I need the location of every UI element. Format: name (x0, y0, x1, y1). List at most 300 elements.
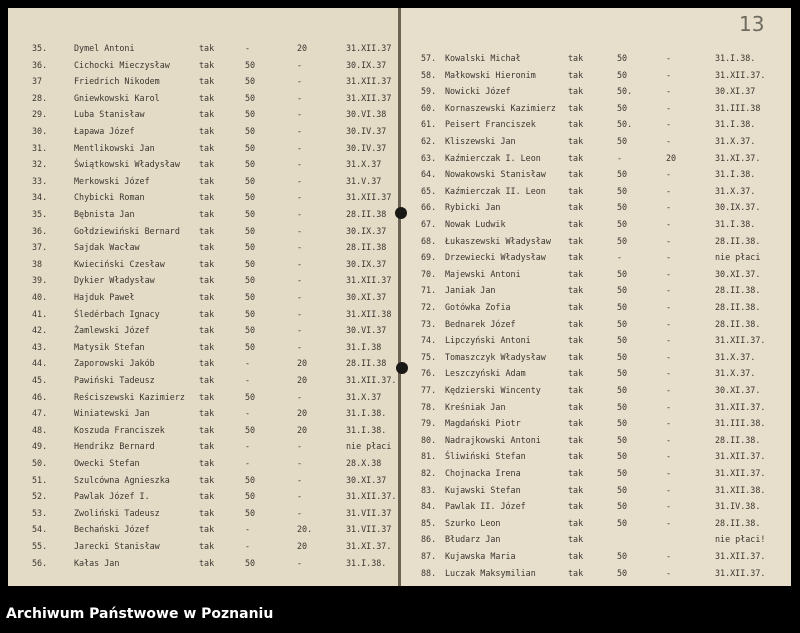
member-name: Sajdak Wacław (74, 242, 140, 253)
amount-50: 50 (245, 109, 256, 120)
archive-label: Archiwum Państwowe w Poznaniu (6, 606, 274, 622)
paid-until-date: 30.IV.37 (346, 142, 387, 153)
entry-number: 31. (32, 142, 48, 153)
member-name: Luba Stanisław (74, 109, 145, 120)
paid-until-date: 31.III.38 (715, 102, 761, 113)
amount-20: - (297, 209, 303, 219)
paid-until-date: 31.XII.38. (715, 484, 766, 495)
amount-50: 50 (245, 159, 256, 170)
amount-50: 50 (617, 202, 628, 213)
amount-50: 50 (617, 468, 628, 478)
paid-until-date: 31.XII.37 (346, 43, 392, 53)
amount-20: - (297, 59, 303, 70)
amount-50: 50 (617, 169, 628, 180)
amount-20: 20 (666, 152, 677, 163)
entry-number: 29. (32, 109, 48, 120)
paid-until-date: 30.VI.37 (346, 325, 387, 336)
paid-until-date: 28.II.38. (715, 434, 761, 445)
status-tak: tak (199, 474, 215, 485)
status-tak: tak (568, 185, 584, 196)
status-tak: tak (568, 434, 584, 445)
amount-50: - (245, 541, 251, 551)
status-tak: tak (568, 102, 584, 113)
member-name: Łapawa Józef (74, 126, 135, 136)
paid-until-date: 30.IX.37. (715, 202, 761, 213)
amount-20: 20 (297, 358, 308, 369)
status-tak: tak (199, 391, 215, 402)
status-tak: tak (568, 418, 584, 429)
amount-50: 50 (245, 92, 256, 103)
amount-20: - (297, 458, 303, 468)
entry-number: 58. (421, 69, 437, 80)
member-name: Peisert Franciszek (445, 119, 536, 130)
member-name: Pawiński Tadeusz (74, 375, 155, 385)
binding-hole-icon (395, 207, 407, 219)
paid-until-date: 31.VII.37 (346, 507, 392, 518)
status-tak: tak (199, 76, 215, 87)
status-tak: tak (568, 285, 584, 296)
paid-until-date: 28.II.38. (715, 517, 761, 528)
member-name: Bechański Józef (74, 524, 150, 535)
entry-number: 34. (32, 192, 48, 203)
member-name: Bednarek Józef (445, 318, 516, 329)
entry-number: 28. (32, 92, 48, 103)
entry-number: 85. (421, 517, 437, 528)
amount-20: - (297, 341, 303, 352)
amount-50: 50 (245, 59, 256, 70)
member-name: Reściszewski Kazimierz (74, 391, 185, 402)
entry-number: 76. (421, 368, 437, 379)
amount-50: 50 (617, 268, 628, 279)
status-tak: tak (199, 258, 215, 269)
ledger-page-right (401, 8, 791, 586)
amount-20: - (666, 551, 672, 561)
status-tak: tak (199, 242, 215, 253)
amount-50: - (245, 375, 251, 385)
amount-50: 50 (617, 302, 628, 312)
amount-20: - (666, 53, 672, 63)
amount-50: 50. (617, 119, 633, 130)
member-name: Kaźmierczak II. Leon (445, 185, 546, 196)
amount-20: 20 (297, 43, 308, 53)
status-tak: tak (568, 219, 584, 229)
amount-20: 20 (297, 408, 308, 419)
member-name: Leszczyński Adam (445, 368, 526, 379)
amount-50: 50 (245, 258, 256, 269)
entry-number: 56. (32, 557, 48, 568)
member-name: Kreśniak Jan (445, 401, 506, 412)
entry-number: 82. (421, 468, 437, 478)
status-tak: tak (199, 159, 215, 170)
status-tak: tak (568, 136, 584, 146)
amount-20: - (666, 285, 672, 296)
entry-number: 35. (32, 43, 48, 53)
paid-until-date: 30.VI.38 (346, 109, 387, 120)
paid-until-date: 30.IX.37 (346, 225, 387, 236)
member-name: Nadrajkowski Antoni (445, 434, 541, 445)
amount-20: - (666, 268, 672, 279)
entry-number: 54. (32, 524, 48, 535)
amount-50: 50 (245, 292, 256, 302)
status-tak: tak (568, 169, 584, 180)
status-tak: tak (199, 375, 215, 385)
paid-until-date: 28.II.38. (715, 285, 761, 296)
amount-50: 50 (617, 318, 628, 329)
entry-number: 36. (32, 225, 48, 236)
member-name: Kornaszewski Kazimierz (445, 102, 556, 113)
status-tak: tak (199, 209, 215, 219)
paid-until-date: 31.XII.37. (715, 567, 766, 578)
paid-until-date: 28.II.38 (346, 358, 387, 369)
entry-number: 84. (421, 501, 437, 512)
amount-50: 50 (617, 335, 628, 346)
amount-50: 50 (245, 424, 256, 435)
amount-50: 50 (245, 175, 256, 186)
status-tak: tak (199, 524, 215, 535)
entry-number: 38 (32, 258, 43, 269)
member-name: Kałas Jan (74, 557, 120, 568)
status-tak: tak (199, 292, 215, 302)
entry-number: 50. (32, 458, 48, 468)
amount-20: - (297, 391, 303, 402)
amount-20: - (666, 451, 672, 462)
paid-until-date: 31.I.38 (346, 341, 382, 352)
amount-20: - (666, 418, 672, 429)
entry-number: 75. (421, 351, 437, 362)
member-name: Zwoliński Tadeusz (74, 507, 160, 518)
amount-20: - (297, 275, 303, 286)
entry-number: 72. (421, 302, 437, 312)
amount-20: 20 (297, 541, 308, 551)
entry-number: 45. (32, 375, 48, 385)
amount-50: 50 (245, 126, 256, 136)
entry-number: 78. (421, 401, 437, 412)
paid-until-date: 31.I.38. (346, 557, 387, 568)
paid-until-date: 31.XII.37 (346, 275, 392, 286)
member-name: Jarecki Stanisław (74, 541, 160, 551)
status-tak: tak (568, 302, 584, 312)
status-tak: tak (199, 458, 215, 468)
entry-number: 63. (421, 152, 437, 163)
status-tak: tak (568, 551, 584, 561)
paid-until-date: 31.X.37. (715, 136, 756, 146)
amount-50: 50 (617, 102, 628, 113)
member-name: Gołdziewiński Bernard (74, 225, 180, 236)
entry-number: 30. (32, 126, 48, 136)
paid-until-date: 30.XI.37. (715, 385, 761, 395)
status-tak: tak (199, 308, 215, 319)
amount-50: 50 (617, 434, 628, 445)
status-tak: tak (568, 385, 584, 395)
amount-20: - (666, 517, 672, 528)
paid-until-date: 31.X.37 (346, 391, 382, 402)
page-number: 13 (739, 12, 765, 36)
entry-number: 33. (32, 175, 48, 186)
amount-20: - (297, 159, 303, 170)
entry-number: 62. (421, 136, 437, 146)
paid-until-date: 31.XII.37. (715, 401, 766, 412)
amount-20: - (297, 474, 303, 485)
status-tak: tak (568, 202, 584, 213)
amount-50: - (617, 152, 623, 163)
member-name: Szurko Leon (445, 517, 501, 528)
amount-50: 50 (245, 209, 256, 219)
member-name: Zaporowski Jakób (74, 358, 155, 369)
member-name: Szulcówna Agnieszka (74, 474, 170, 485)
paid-until-date: 30.IV.37 (346, 126, 387, 136)
member-name: Kujawska Maria (445, 551, 516, 561)
paid-until-date: 31.VII.37 (346, 524, 392, 535)
entry-number: 43. (32, 341, 48, 352)
amount-50: 50 (245, 76, 256, 87)
paid-until-date: 31.XII.37. (715, 468, 766, 478)
amount-20: - (297, 109, 303, 120)
entry-number: 37 (32, 76, 43, 87)
amount-50: 50 (245, 491, 256, 502)
member-name: Magdański Piotr (445, 418, 521, 429)
paid-until-date: 28.X.38 (346, 458, 382, 468)
status-tak: tak (568, 53, 584, 63)
status-tak: tak (199, 557, 215, 568)
paid-until-date: 31.XII.37. (346, 375, 397, 385)
amount-50: - (245, 441, 251, 452)
amount-50: 50 (245, 341, 256, 352)
paid-until-date: nie płaci (346, 441, 392, 452)
status-tak: tak (199, 142, 215, 153)
member-name: Śledérbach Ignacy (74, 308, 160, 319)
paid-until-date: 31.IV.38. (715, 501, 761, 512)
paid-until-date: 31.X.37. (715, 185, 756, 196)
paid-until-date: nie płaci (715, 252, 761, 263)
member-name: Dykier Władysław (74, 275, 155, 286)
amount-20: - (297, 557, 303, 568)
status-tak: tak (199, 225, 215, 236)
amount-50: 50 (617, 285, 628, 296)
binding-hole-icon (396, 362, 408, 374)
status-tak: tak (568, 468, 584, 478)
paid-until-date: 31.XII.37 (346, 192, 392, 203)
paid-until-date: 30.XI.37 (346, 474, 387, 485)
entry-number: 60. (421, 102, 437, 113)
member-name: Małkowski Hieronim (445, 69, 536, 80)
entry-number: 57. (421, 53, 437, 63)
entry-number: 37. (32, 242, 48, 253)
amount-20: - (666, 119, 672, 130)
amount-20: - (297, 192, 303, 203)
member-name: Janiak Jan (445, 285, 496, 296)
amount-50: - (245, 408, 251, 419)
amount-20: - (666, 567, 672, 578)
entry-number: 51. (32, 474, 48, 485)
amount-50: - (245, 458, 251, 468)
entry-number: 71. (421, 285, 437, 296)
entry-number: 77. (421, 385, 437, 395)
entry-number: 42. (32, 325, 48, 336)
amount-20: - (666, 252, 672, 263)
status-tak: tak (199, 541, 215, 551)
status-tak: tak (199, 92, 215, 103)
entry-number: 67. (421, 219, 437, 229)
entry-number: 73. (421, 318, 437, 329)
member-name: Tomaszczyk Władysław (445, 351, 546, 362)
member-name: Nowakowski Stanisław (445, 169, 546, 180)
paid-until-date: 31.X.37 (346, 159, 382, 170)
amount-50: 50 (617, 351, 628, 362)
status-tak: tak (568, 268, 584, 279)
paid-until-date: nie płaci! (715, 534, 766, 545)
paid-until-date: 31.XII.37 (346, 92, 392, 103)
member-name: Żamlewski Józef (74, 325, 150, 336)
entry-number: 81. (421, 451, 437, 462)
amount-20: - (666, 368, 672, 379)
member-name: Drzewiecki Władysław (445, 252, 546, 263)
amount-50: 50 (617, 501, 628, 512)
member-name: Kwieciński Czesław (74, 258, 165, 269)
entry-number: 66. (421, 202, 437, 213)
member-name: Pawlak II. Józef (445, 501, 526, 512)
paid-until-date: 31.XII.37 (346, 76, 392, 87)
amount-50: 50 (617, 235, 628, 246)
entry-number: 36. (32, 59, 48, 70)
status-tak: tak (568, 252, 584, 263)
amount-50: 50 (617, 484, 628, 495)
status-tak: tak (568, 351, 584, 362)
amount-50: - (245, 358, 251, 369)
status-tak: tak (568, 69, 584, 80)
paid-until-date: 30.XI.37 (715, 86, 756, 97)
amount-50: 50 (617, 418, 628, 429)
amount-50: 50 (617, 451, 628, 462)
member-name: Mentlikowski Jan (74, 142, 155, 153)
member-name: Nowicki Józef (445, 86, 511, 97)
entry-number: 88. (421, 567, 437, 578)
member-name: Lipczyński Antoni (445, 335, 531, 346)
entry-number: 53. (32, 507, 48, 518)
amount-50: - (617, 252, 623, 263)
entry-number: 86. (421, 534, 437, 545)
amount-50: 50 (617, 385, 628, 395)
amount-20: - (666, 235, 672, 246)
amount-20: - (297, 507, 303, 518)
member-name: Nowak Ludwik (445, 219, 506, 229)
paid-until-date: 28.II.38. (715, 318, 761, 329)
status-tak: tak (568, 235, 584, 246)
amount-20: - (297, 308, 303, 319)
member-name: Świątkowski Władysław (74, 159, 180, 170)
amount-50: 50 (617, 53, 628, 63)
status-tak: tak (568, 517, 584, 528)
amount-50: 50 (245, 325, 256, 336)
member-name: Merkowski Józef (74, 175, 150, 186)
status-tak: tak (568, 567, 584, 578)
entry-number: 70. (421, 268, 437, 279)
status-tak: tak (199, 358, 215, 369)
amount-20: - (666, 102, 672, 113)
member-name: Kędzierski Wincenty (445, 385, 541, 395)
status-tak: tak (199, 175, 215, 186)
entry-number: 44. (32, 358, 48, 369)
entry-number: 87. (421, 551, 437, 561)
paid-until-date: 30.XI.37. (715, 268, 761, 279)
amount-20: - (297, 225, 303, 236)
amount-20: - (666, 335, 672, 346)
amount-20: - (297, 292, 303, 302)
amount-20: - (666, 351, 672, 362)
member-name: Koszuda Franciszek (74, 424, 165, 435)
entry-number: 32. (32, 159, 48, 170)
amount-50: 50 (245, 391, 256, 402)
paid-until-date: 31.I.38. (715, 169, 756, 180)
member-name: Hajduk Paweł (74, 292, 135, 302)
entry-number: 80. (421, 434, 437, 445)
status-tak: tak (568, 86, 584, 97)
member-name: Kaźmierczak I. Leon (445, 152, 541, 163)
amount-50: 50 (617, 185, 628, 196)
status-tak: tak (199, 192, 215, 203)
paid-until-date: 31.XII.37. (346, 491, 397, 502)
amount-50: 50 (617, 551, 628, 561)
status-tak: tak (199, 43, 215, 53)
status-tak: tak (199, 325, 215, 336)
member-name: Pawlak Józef I. (74, 491, 150, 502)
entry-number: 74. (421, 335, 437, 346)
member-name: Luczak Maksymilian (445, 567, 536, 578)
entry-number: 48. (32, 424, 48, 435)
amount-20: - (666, 501, 672, 512)
paid-until-date: 31.XII.37. (715, 69, 766, 80)
status-tak: tak (199, 275, 215, 286)
amount-50: 50 (617, 368, 628, 379)
paid-until-date: 31.I.38. (715, 53, 756, 63)
paid-until-date: 31.I.38. (715, 119, 756, 130)
member-name: Gotówka Zofia (445, 302, 511, 312)
amount-50: 50 (617, 401, 628, 412)
paid-until-date: 31.XII.37. (715, 451, 766, 462)
amount-50: - (245, 43, 251, 53)
entry-number: 55. (32, 541, 48, 551)
entry-number: 35. (32, 209, 48, 219)
entry-number: 79. (421, 418, 437, 429)
amount-20: - (666, 136, 672, 146)
entry-number: 46. (32, 391, 48, 402)
status-tak: tak (199, 126, 215, 136)
member-name: Kowalski Michał (445, 53, 521, 63)
paid-until-date: 31.XII.37. (715, 335, 766, 346)
member-name: Kujawski Stefan (445, 484, 521, 495)
paid-until-date: 30.IX.37 (346, 59, 387, 70)
status-tak: tak (568, 501, 584, 512)
member-name: Błudarz Jan (445, 534, 501, 545)
entry-number: 47. (32, 408, 48, 419)
amount-50: 50 (617, 219, 628, 229)
paid-until-date: 28.II.38 (346, 242, 387, 253)
member-name: Chojnacka Irena (445, 468, 521, 478)
paid-until-date: 31.V.37 (346, 175, 382, 186)
member-name: Friedrich Nikodem (74, 76, 160, 87)
entry-number: 39. (32, 275, 48, 286)
status-tak: tak (199, 341, 215, 352)
member-name: Bębnista Jan (74, 209, 135, 219)
member-name: Chybicki Roman (74, 192, 145, 203)
amount-20: 20 (297, 375, 308, 385)
paid-until-date: 31.XII.38 (346, 308, 392, 319)
archive-footer (0, 596, 800, 633)
status-tak: tak (199, 491, 215, 502)
paid-until-date: 31.I.38. (346, 424, 387, 435)
paid-until-date: 30.IX.37 (346, 258, 387, 269)
status-tak: tak (199, 507, 215, 518)
paid-until-date: 28.II.38. (715, 302, 761, 312)
